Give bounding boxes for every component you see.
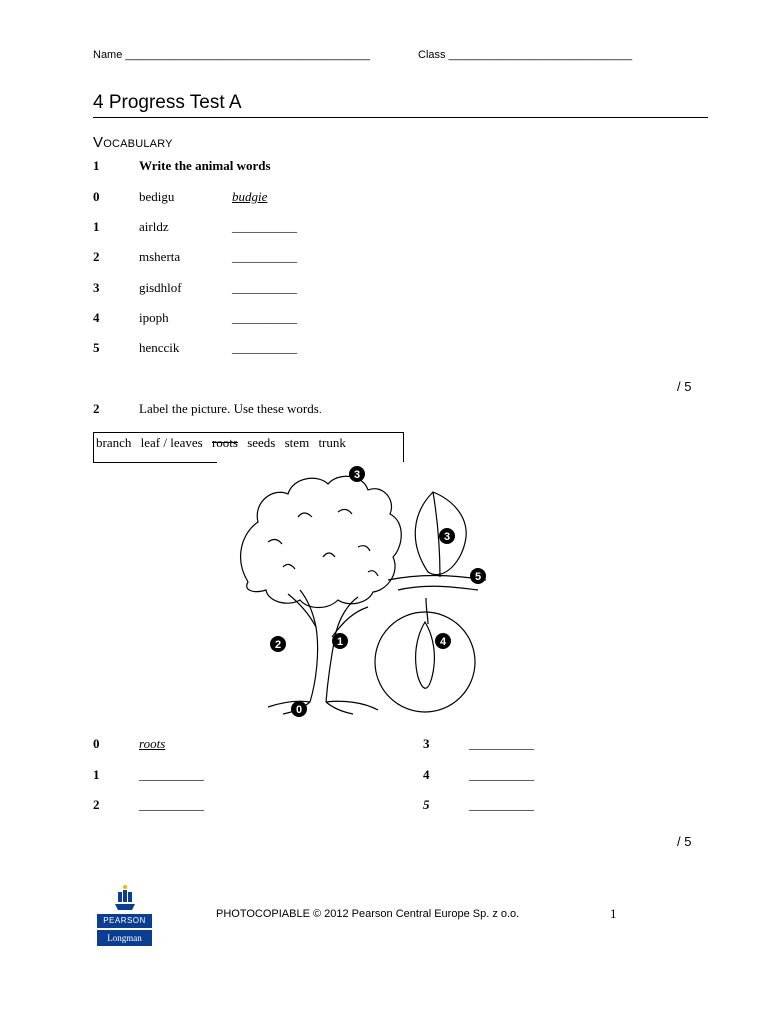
section-heading-initial: V [93, 134, 104, 151]
ex1-item-word: ipoph [139, 310, 169, 325]
ex1-item-number: 5 [93, 340, 100, 355]
ex2-item-number: 0 [93, 736, 100, 751]
svg-text:2: 2 [274, 639, 282, 651]
ex1-item-word: airldz [139, 219, 169, 234]
ex1-item-number: 0 [93, 189, 100, 204]
ex1-answer-blank[interactable]: __________ [232, 280, 297, 295]
marker-0-tree [291, 701, 307, 717]
name-field [93, 49, 370, 61]
logo-sub: Longman [97, 930, 152, 946]
class-blank: ______________________________ [448, 49, 633, 61]
ex2-item-number: 4 [423, 767, 430, 782]
marker-3-tree [349, 466, 365, 482]
exercise-2-instruction-text: Label the picture. Use these words [139, 401, 319, 416]
ex1-score: / 5 [677, 379, 692, 394]
ex1-item-number: 1 [93, 219, 100, 234]
title-divider [93, 117, 708, 118]
svg-text:3: 3 [443, 531, 451, 543]
word-box-item-used: roots [211, 435, 238, 450]
svg-text:0: 0 [295, 704, 303, 716]
exercise-2-instruction [139, 401, 322, 417]
svg-text:3: 3 [353, 469, 361, 481]
ex2-answer-blank[interactable]: __________ [139, 797, 204, 812]
ex1-item-number: 4 [93, 310, 100, 325]
class-field [418, 49, 632, 61]
ex1-answer-blank[interactable]: __________ [232, 219, 297, 234]
ex1-answer-blank[interactable]: __________ [232, 340, 297, 355]
exercise-2-instruction-end: . [318, 404, 322, 416]
section-heading [93, 134, 173, 151]
word-box-list [96, 435, 352, 451]
word-box-item: stem [284, 435, 310, 450]
ex1-item-number: 3 [93, 280, 100, 295]
publisher-logo [97, 884, 152, 947]
ex2-item-number: 5 [423, 797, 430, 812]
ex1-item-number: 2 [93, 249, 100, 264]
exercise-1-instruction: Write the animal words [139, 158, 271, 173]
exercise-1-number: 1 [93, 158, 100, 173]
marker-2-tree [270, 636, 286, 652]
word-box-item: seeds [247, 435, 276, 450]
marker-4-seed [435, 633, 451, 649]
svg-text:5: 5 [474, 571, 482, 583]
word-box [93, 432, 404, 462]
word-box-item: leaf / leaves [140, 435, 203, 450]
ex2-answer-blank[interactable]: __________ [139, 767, 204, 782]
ex1-item-word: bedigu [139, 189, 175, 204]
page-title: 4 Progress Test A [93, 92, 242, 113]
logo-brand: PEARSON [97, 914, 152, 928]
ex1-answer-blank[interactable]: __________ [232, 310, 297, 325]
ex2-item-number: 1 [93, 767, 100, 782]
ex1-example-answer: budgie [232, 189, 268, 204]
svg-text:1: 1 [336, 636, 344, 648]
page-number: 1 [610, 906, 617, 921]
ex1-item-word: gisdhlof [139, 280, 182, 295]
ex1-answer-blank[interactable]: __________ [232, 249, 297, 264]
ex2-item-number: 2 [93, 797, 100, 812]
name-label: Name [93, 49, 123, 61]
name-blank: ________________________________________ [125, 49, 371, 61]
ex1-item-word: henccik [139, 340, 180, 355]
ex2-item-number: 3 [423, 736, 430, 751]
ex1-item-word: msherta [139, 249, 181, 264]
word-box-item: branch [96, 435, 132, 450]
ex2-answer-blank[interactable]: __________ [469, 767, 534, 782]
exercise-2-number: 2 [93, 401, 100, 416]
marker-layer [228, 462, 490, 722]
marker-3-leaf [439, 528, 455, 544]
marker-5-stem [470, 568, 486, 584]
copyright-notice: PHOTOCOPIABLE © 2012 Pearson Central Europe Sp. z o.o. [216, 908, 520, 920]
ex2-answer-blank[interactable]: __________ [469, 736, 534, 751]
ex2-example-answer: roots [139, 736, 166, 751]
word-box-item: trunk [318, 435, 346, 450]
ship-icon [111, 884, 139, 912]
class-label: Class [418, 49, 446, 61]
ex2-score: / 5 [677, 834, 692, 849]
section-heading-rest: OCABULARY [103, 138, 173, 150]
ex2-answer-blank[interactable]: __________ [469, 797, 534, 812]
svg-text:4: 4 [439, 636, 447, 648]
marker-1-tree [332, 633, 348, 649]
